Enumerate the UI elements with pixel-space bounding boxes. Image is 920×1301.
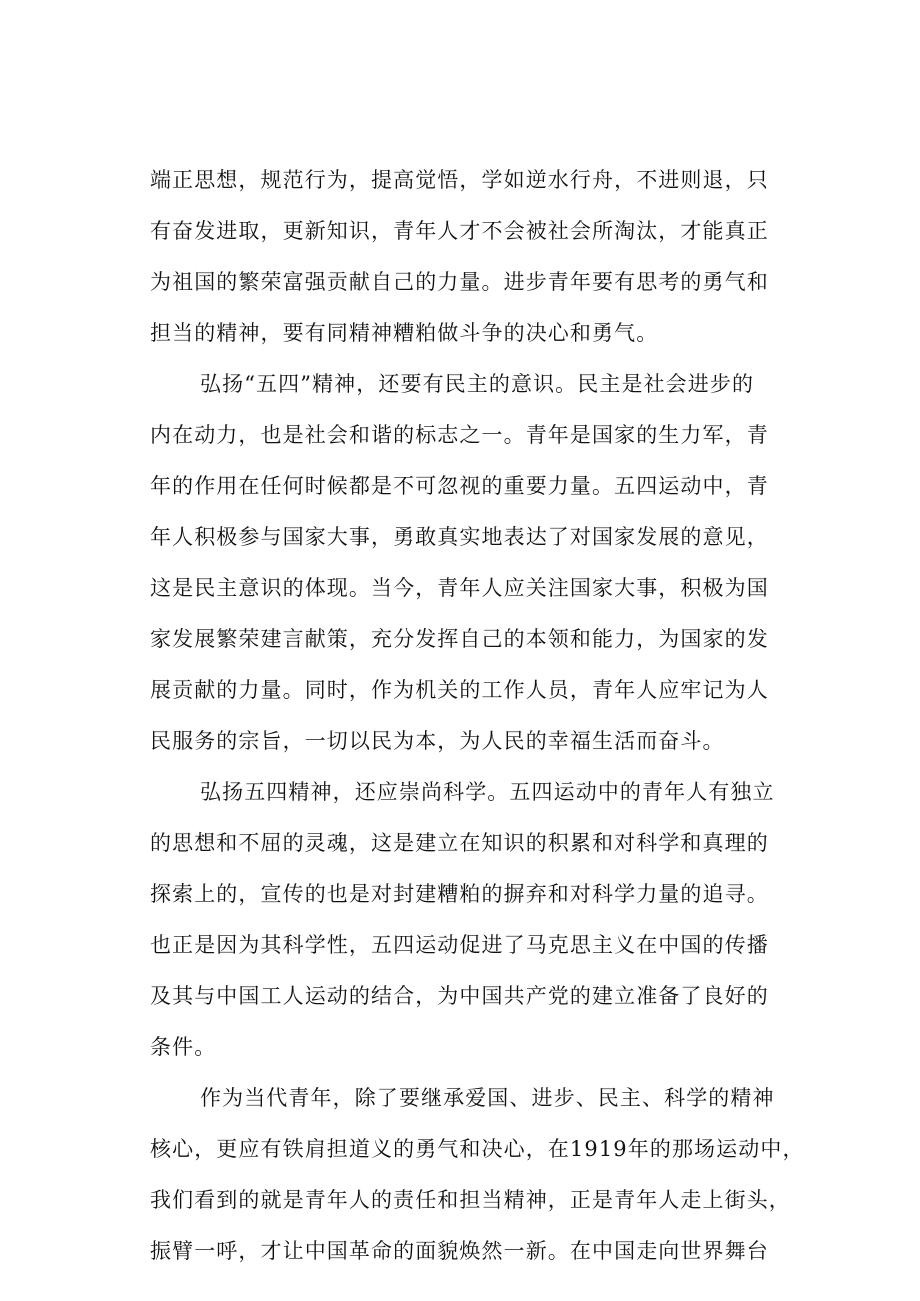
text-line: 的思想和不屈的灵魂，这是建立在知识的积累和对科学和真理的 [150, 831, 769, 855]
text-line: 及其与中国工人运动的结合，为中国共产党的建立准备了良好的 [150, 984, 769, 1008]
text-line: 民服务的宗旨，一切以民为本，为人民的幸福生活而奋斗。 [150, 729, 725, 753]
text-line: 内在动力，也是社会和谐的标志之一。青年是国家的生力军，青 [150, 423, 769, 447]
text-line: 我们看到的就是青年人的责任和担当精神，正是青年人走上街头， [150, 1188, 791, 1212]
text-line: 家发展繁荣建言献策，充分发挥自己的本领和能力，为国家的发 [150, 627, 769, 651]
text-line: 为祖国的繁荣富强贡献自己的力量。进步青年要有思考的勇气和 [150, 270, 769, 294]
text-line: 有奋发进取，更新知识，青年人才不会被社会所淘汰，才能真正 [150, 219, 769, 243]
text-line: 担当的精神，要有同精神糟粕做斗争的决心和勇气。 [150, 321, 659, 345]
text-line: 振臂一呼，才让中国革命的面貌焕然一新。在中国走向世界舞台 [150, 1239, 769, 1263]
text-line: 端正思想，规范行为，提高觉悟，学如逆水行舟，不进则退，只 [150, 168, 769, 192]
paragraph-start-line: 弘扬“五四”精神，还要有民主的意识。民主是社会进步的 [200, 372, 755, 396]
text-line: 也正是因为其科学性，五四运动促进了马克思主义在中国的传播 [150, 933, 769, 957]
text-line: 年的作用在任何时候都是不可忽视的重要力量。五四运动中，青 [150, 474, 769, 498]
text-line: 探索上的，宣传的也是对封建糟粕的摒弃和对科学力量的追寻。 [150, 882, 769, 906]
text-line: 核心，更应有铁肩担道义的勇气和决心，在1919年的那场运动中， [150, 1137, 805, 1161]
body-text [150, 155, 805, 1277]
paragraph-start-line: 弘扬五四精神，还应崇尚科学。五四运动中的青年人有独立 [200, 780, 775, 804]
text-line: 年人积极参与国家大事，勇敢真实地表达了对国家发展的意见， [150, 525, 769, 549]
text-line: 这是民主意识的体现。当今，青年人应关注国家大事，积极为国 [150, 576, 769, 600]
text-line: 条件。 [150, 1035, 217, 1059]
paragraph-start-line: 作为当代青年，除了要继承爱国、进步、民主、科学的精神 [200, 1086, 775, 1110]
text-line: 展贡献的力量。同时，作为机关的工作人员，青年人应牢记为人 [150, 678, 769, 702]
